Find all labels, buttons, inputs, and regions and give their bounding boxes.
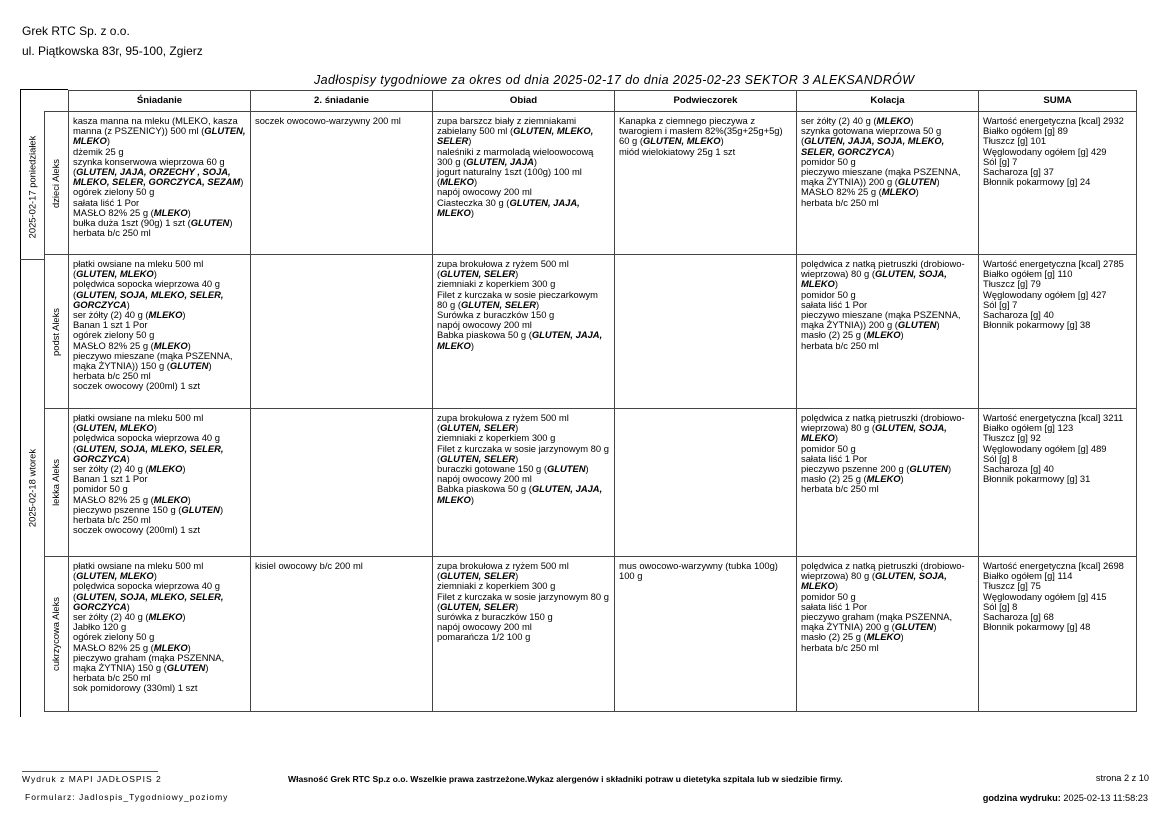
menu-item: polędwica sopocka wieprzowa 40 g (GLUTEN, SOJA, MLEKO, SELER, GORCZYCA) (73, 580, 224, 612)
menu-item: Wartość energetyczna [kcal] 2785 (983, 258, 1124, 269)
menu-item: Białko ogółem [g] 110 (983, 268, 1073, 280)
footer-copyright: Własność Grek RTC Sp.z o.o. Wszelkie prawa zastrzeżone.Wykaz alergenów i składniki potraw u dietetyka szpitala lub w siedzibie firmy. (288, 774, 843, 784)
menu-item: zupa brokułowa z ryżem 500 ml (GLUTEN, SELER) (437, 412, 569, 434)
menu-item: Banan 1 szt 1 Por (73, 319, 148, 331)
menu-item: ogórek zielony 50 g (73, 631, 155, 643)
menu-item: Sacharoza [g] 68 (983, 611, 1054, 623)
menu-item: ogórek zielony 50 g (73, 186, 155, 198)
cell-breakfast (69, 557, 251, 712)
cell-dinner (797, 409, 979, 557)
menu-item: polędwica z natką pietruszki (drobiowo-wieprzowa) 80 g (GLUTEN, SOJA, MLEKO) (801, 560, 965, 592)
header-second-breakfast: 2. śniadanie (251, 91, 433, 112)
cell-lunch (433, 409, 615, 557)
menu-item: Tłuszcz [g] 75 (983, 580, 1041, 592)
cell-second-breakfast (251, 255, 433, 409)
cell-second-breakfast (251, 557, 433, 712)
cell-second-breakfast (251, 409, 433, 557)
menu-item: MASŁO 82% 25 g (MLEKO) (73, 206, 191, 218)
menu-item: masło (2) 25 g (MLEKO) (801, 631, 904, 643)
menu-item: kisiel owocowy b/c 200 ml (255, 560, 363, 571)
page-number: strona 2 z 10 (1095, 773, 1149, 783)
menu-item: pomidor 50 g (801, 288, 856, 300)
menu-item: MASŁO 82% 25 g (MLEKO) (73, 641, 191, 653)
menu-item: naleśniki z marmoladą wieloowocową 300 g (GLUTEN, JAJA) (437, 145, 594, 167)
cell-afternoon-snack (615, 255, 797, 409)
menu-item: herbata b/c 250 ml (801, 641, 879, 653)
cell-afternoon-snack (615, 557, 797, 712)
diet-label: cukrzycowa Aleks (50, 597, 62, 671)
footer-form: Formularz: Jadlospis_Tygodniowy_poziomy (25, 792, 229, 802)
footer-software: Wydruk z MAPI JADŁOSPIS 2 (22, 774, 162, 784)
print-time-label: godzina wydruku: (982, 793, 1061, 803)
menu-item: ogórek zielony 50 g (73, 329, 155, 341)
menu-item: Sacharoza [g] 37 (983, 166, 1054, 178)
company-name: Grek RTC Sp. z o.o. (22, 24, 130, 38)
menu-item: zupa brokułowa z ryżem 500 ml (GLUTEN, SELER) (437, 560, 569, 582)
menu-item: pieczywo pszenne 200 g (GLUTEN) (801, 463, 952, 475)
date-cell-monday (20, 115, 44, 258)
menu-item: płatki owsiane na mleku 500 ml (GLUTEN, MLEKO) (73, 560, 204, 582)
cell-breakfast (69, 112, 251, 255)
menu-item: soczek owocowy (200ml) 1 szt (73, 524, 201, 536)
menu-item: płatki owsiane na mleku 500 ml (GLUTEN, MLEKO) (73, 258, 204, 280)
menu-item: Błonnik pokarmowy [g] 31 (983, 473, 1091, 485)
menu-item: herbata b/c 250 ml (73, 672, 151, 684)
date-label: 2025-02-17 poniedziałek (26, 135, 38, 238)
menu-item: ziemniaki z koperkiem 300 g (437, 580, 556, 592)
cell-afternoon-snack (615, 409, 797, 557)
menu-item: Filet z kurczaka w sosie jarzynowym 80 g (GLUTEN, SELER) (437, 590, 609, 612)
menu-item: Sól [g] 7 (983, 298, 1018, 310)
menu-item: pomidor 50 g (801, 442, 856, 454)
menu-item: pomidor 50 g (801, 590, 856, 602)
menu-item: pieczywo mieszane (mąka PSZENNA, mąka ŻYTNIA)) 200 g (GLUTEN) (801, 309, 961, 331)
header-dinner: Kolacja (797, 91, 979, 112)
cell-sum (979, 409, 1137, 557)
diet-row (45, 557, 1137, 712)
menu-item: zupa brokułowa z ryżem 500 ml (GLUTEN, SELER) (437, 258, 569, 280)
diet-cell (45, 557, 69, 712)
menu-item: Sól [g] 7 (983, 155, 1018, 167)
menu-item: herbata b/c 250 ml (73, 370, 151, 382)
menu-item: MASŁO 82% 25 g (MLEKO) (73, 493, 191, 505)
menu-item: sok pomidorowy (330ml) 1 szt (73, 682, 198, 694)
menu-item: herbata b/c 250 ml (801, 196, 879, 208)
menu-table-frame (20, 89, 1136, 717)
header-lunch: Obiad (433, 91, 615, 112)
menu-item: sałata liść 1 Por (801, 600, 868, 612)
cell-second-breakfast (251, 112, 433, 255)
menu-item: pomidor 50 g (801, 155, 856, 167)
menu-item: Sól [g] 8 (983, 452, 1018, 464)
weekly-menu-table (44, 90, 1137, 712)
menu-item: Sól [g] 8 (983, 600, 1018, 612)
date-label: 2025-02-18 wtorek (26, 448, 38, 528)
menu-item: bułka duża 1szt (90g) 1 szt (GLUTEN) (73, 217, 233, 229)
cell-dinner (797, 112, 979, 255)
menu-item: ziemniaki z koperkiem 300 g (437, 278, 556, 290)
menu-item: MASŁO 82% 25 g (MLEKO) (801, 186, 919, 198)
menu-item: Tłuszcz [g] 92 (983, 432, 1041, 444)
menu-item: Białko ogółem [g] 123 (983, 422, 1074, 434)
menu-item: herbata b/c 250 ml (73, 227, 151, 239)
menu-item: Babka piaskowa 50 g (GLUTEN, JAJA, MLEKO) (437, 483, 603, 505)
menu-item: surówka z buraczków 150 g (437, 611, 553, 623)
date-cell-tuesday (20, 259, 44, 717)
menu-item: ser żółty (2) 40 g (MLEKO) (801, 115, 914, 126)
menu-item: masło (2) 25 g (MLEKO) (801, 329, 904, 341)
menu-item: soczek owocowy (200ml) 1 szt (73, 380, 201, 392)
menu-item: pieczywo graham (mąka PSZENNA, mąka ŻYTNIA) 200 g (GLUTEN) (801, 611, 953, 633)
menu-item: ziemniaki z koperkiem 300 g (437, 432, 556, 444)
print-time (983, 793, 1148, 803)
menu-item: ser żółty (2) 40 g (MLEKO) (73, 309, 186, 321)
header-breakfast: Śniadanie (69, 91, 251, 112)
menu-item: polędwica sopocka wieprzowa 40 g (GLUTEN, SOJA, MLEKO, SELER, GORCZYCA) (73, 278, 224, 310)
cell-dinner (797, 255, 979, 409)
menu-item: polędwica z natką pietruszki (drobiowo-wieprzowa) 80 g (GLUTEN, SOJA, MLEKO) (801, 412, 965, 444)
menu-item: napój owocowy 200 ml (437, 319, 532, 331)
menu-item: Białko ogółem [g] 114 (983, 570, 1073, 582)
cell-breakfast (69, 409, 251, 557)
menu-item: pieczywo mieszane (mąka PSZENNA, mąka ŻYTNIA)) 200 g (GLUTEN) (801, 166, 961, 188)
menu-item: sałata liść 1 Por (73, 196, 140, 208)
menu-item: napój owocowy 200 ml (437, 473, 532, 485)
menu-item: Węglowodany ogółem [g] 489 (983, 442, 1107, 454)
menu-item: Błonnik pokarmowy [g] 24 (983, 176, 1091, 188)
menu-item: Sacharoza [g] 40 (983, 309, 1054, 321)
diet-label: podst Aleks (50, 307, 62, 356)
menu-item: soczek owocowo-warzywny 200 ml (255, 115, 401, 126)
menu-item: Filet z kurczaka w sosie jarzynowym 80 g (GLUTEN, SELER) (437, 442, 609, 464)
header-sum: SUMA (979, 91, 1137, 112)
menu-item: kasza manna na mleku (MLEKO, kasza manna (z PSZENICY)) 500 ml (GLUTEN, MLEKO) (73, 115, 246, 147)
menu-item: Tłuszcz [g] 101 (983, 135, 1047, 147)
cell-lunch (433, 557, 615, 712)
menu-item: ser żółty (2) 40 g (MLEKO) (73, 463, 186, 475)
menu-item: polędwica sopocka wieprzowa 40 g (GLUTEN, SOJA, MLEKO, SELER, GORCZYCA) (73, 432, 224, 464)
diet-label: lekka Aleks (50, 459, 62, 506)
menu-item: pieczywo mieszane (mąka PSZENNA, mąka ŻYTNIA)) 150 g (GLUTEN) (73, 349, 233, 372)
menu-item: szynka gotowana wieprzowa 50 g (GLUTEN, JAJA, SOJA, MLEKO, SELER, GORCZYCA) (801, 125, 945, 157)
menu-item: ser żółty (2) 40 g (MLEKO) (73, 611, 186, 623)
menu-item: Węglowodany ogółem [g] 415 (983, 590, 1107, 602)
cell-sum (979, 557, 1137, 712)
menu-item: pieczywo graham (mąka PSZENNA, mąka ŻYTNIA) 150 g (GLUTEN) (73, 651, 225, 674)
menu-item: płatki owsiane na mleku 500 ml (GLUTEN, MLEKO) (73, 412, 204, 434)
cell-afternoon-snack (615, 112, 797, 255)
menu-item: MASŁO 82% 25 g (MLEKO) (73, 339, 191, 351)
menu-item: pomarańcza 1/2 100 g (437, 631, 531, 643)
menu-item: Kanapka z ciemnego pieczywa z twarogiem i masłem 82%(35g+25g+5g) 60 g (GLUTEN, MLEKO) (619, 115, 783, 147)
diet-row (45, 112, 1137, 255)
cell-lunch (433, 255, 615, 409)
menu-item: pomidor 50 g (73, 483, 128, 495)
menu-item: pieczywo pszenne 150 g (GLUTEN) (73, 503, 224, 515)
menu-item: miód wielokiatowy 25g 1 szt (619, 145, 736, 157)
menu-item: szynka konserwowa wieprzowa 60 g (GLUTEN, JAJA, ORZECHY , SOJA, MLEKO, SELER, GORCZYCA, SEZAM) (73, 155, 244, 188)
menu-item: Błonnik pokarmowy [g] 38 (983, 319, 1091, 331)
menu-item: Tłuszcz [g] 79 (983, 278, 1041, 290)
cell-dinner (797, 557, 979, 712)
menu-item: Wartość energetyczna [kcal] 3211 (983, 412, 1124, 423)
menu-item: dżemik 25 g (73, 145, 124, 157)
menu-item: sałata liść 1 Por (801, 298, 868, 310)
cell-sum (979, 255, 1137, 409)
menu-item: Węglowodany ogółem [g] 427 (983, 288, 1107, 300)
diet-label: dzieci Aleks (50, 158, 62, 208)
menu-item: napój owocowy 200 ml (437, 186, 532, 198)
menu-item: napój owocowy 200 ml (437, 621, 532, 633)
menu-item: zupa barszcz biały z ziemniakami zabielany 500 ml (GLUTEN, MLEKO, SELER) (437, 115, 594, 147)
menu-item: Babka piaskowa 50 g (GLUTEN, JAJA, MLEKO) (437, 329, 603, 351)
diet-cell (45, 409, 69, 557)
menu-item: jogurt naturalny 1szt (100g) 100 ml (MLEKO) (437, 166, 582, 188)
menu-item: masło (2) 25 g (MLEKO) (801, 473, 904, 485)
menu-item: Wartość energetyczna [kcal] 2698 (983, 560, 1124, 571)
menu-item: Błonnik pokarmowy [g] 48 (983, 621, 1091, 633)
menu-item: herbata b/c 250 ml (801, 339, 879, 351)
menu-item: buraczki gotowane 150 g (GLUTEN) (437, 463, 589, 475)
menu-item: Wartość energetyczna [kcal] 2932 (983, 115, 1124, 126)
page-title: Jadłospisy tygodniowe za okres od dnia 2025-02-17 do dnia 2025-02-23 SEKTOR 3 ALEKSANDRÓW (314, 73, 915, 87)
menu-item: Węglowodany ogółem [g] 429 (983, 145, 1107, 157)
menu-item: herbata b/c 250 ml (73, 514, 151, 526)
menu-item: Jabłko 120 g (73, 621, 127, 633)
diet-row (45, 255, 1137, 409)
menu-item: Białko ogółem [g] 89 (983, 125, 1068, 137)
menu-item: polędwica z natką pietruszki (drobiowo-wieprzowa) 80 g (GLUTEN, SOJA, MLEKO) (801, 258, 965, 290)
cell-sum (979, 112, 1137, 255)
diet-cell (45, 112, 69, 255)
menu-item: Sacharoza [g] 40 (983, 463, 1054, 475)
diet-row (45, 409, 1137, 557)
menu-item: sałata liść 1 Por (801, 452, 868, 464)
menu-item: herbata b/c 250 ml (801, 483, 879, 495)
menu-item: Banan 1 szt 1 Por (73, 473, 148, 485)
header-afternoon-snack: Podwieczorek (615, 91, 797, 112)
menu-body (45, 112, 1137, 712)
menu-item: Surówka z buraczków 150 g (437, 309, 555, 321)
cell-lunch (433, 112, 615, 255)
menu-item: Ciasteczka 30 g (GLUTEN, JAJA, MLEKO) (437, 196, 580, 218)
diet-cell (45, 255, 69, 409)
company-address: ul. Piątkowska 83r, 95-100, Zgierz (22, 44, 203, 58)
print-time-value: 2025-02-13 11:58:23 (1063, 793, 1148, 803)
menu-item: Filet z kurczaka w sosie pieczarkowym 80 g (GLUTEN, SELER) (437, 288, 598, 310)
header-row (45, 91, 1137, 112)
cell-breakfast (69, 255, 251, 409)
menu-item: mus owocowo-warzywny (tubka 100g) 100 g (619, 560, 778, 582)
